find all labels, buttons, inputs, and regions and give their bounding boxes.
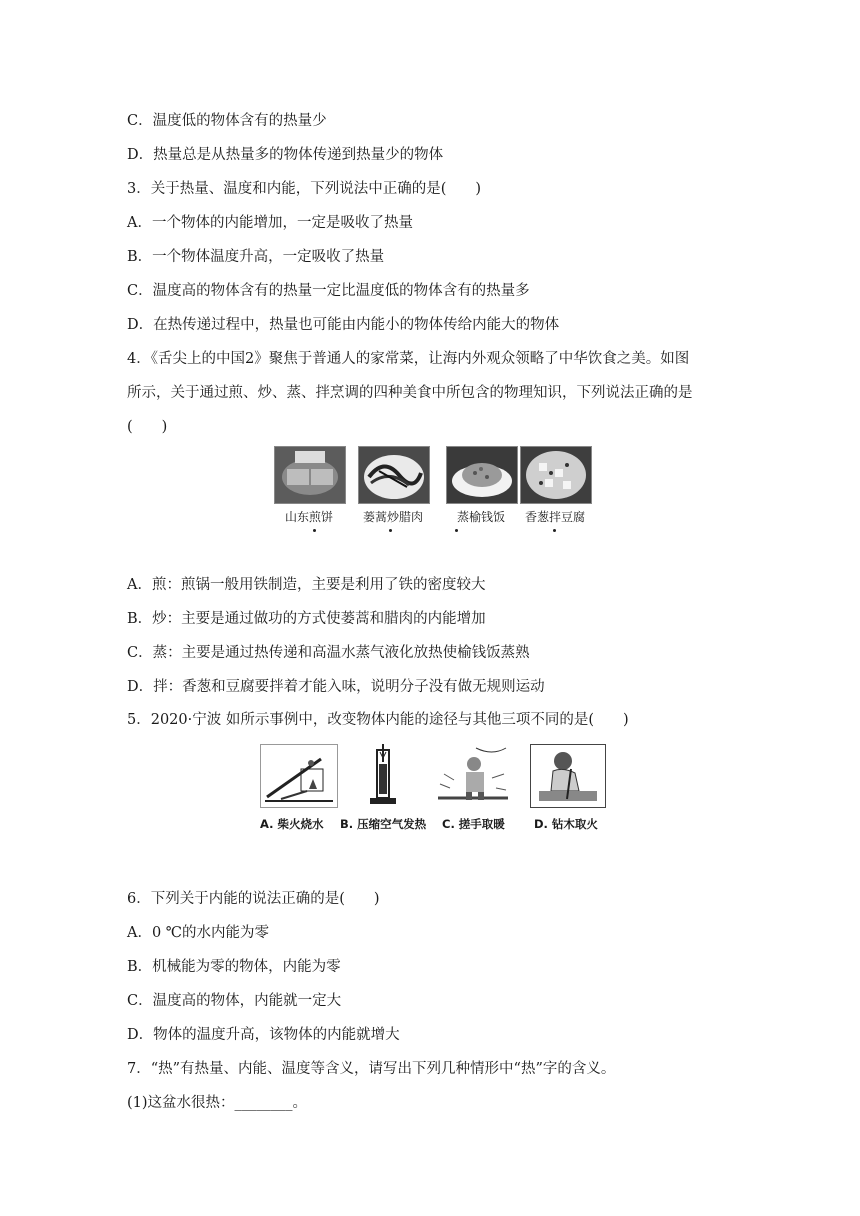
emphasis-dot-ban	[553, 529, 556, 532]
q5-caption-a: A. 柴火烧水	[260, 817, 324, 831]
food-photo-jianbing	[274, 446, 346, 504]
food-photo-yuqianfan	[446, 446, 518, 504]
q4-stem-line3: ( )	[127, 419, 168, 435]
q5-image-d	[530, 744, 606, 808]
q2-option-d: D．热量总是从热量多的物体传递到热量少的物体	[127, 147, 444, 163]
q4-option-b: B．炒：主要是通过做功的方式使蒌蒿和腊肉的内能增加	[127, 611, 486, 627]
q5-caption-b: B. 压缩空气发热	[340, 817, 427, 831]
q3-option-d: D．在热传递过程中，热量也可能由内能小的物体传给内能大的物体	[127, 317, 560, 333]
food-caption-3: 蒸榆钱饭	[456, 510, 505, 524]
q6-option-c: C．温度高的物体，内能就一定大	[127, 993, 342, 1009]
q5-stem: 5．2020·宁波 如所示事例中，改变物体内能的途径与其他三项不同的是( )	[127, 712, 629, 728]
q4-stem-line2: 所示，关于通过煎、炒、蒸、拌烹调的四种美食中所包含的物理知识，下列说法正确的是	[127, 385, 693, 401]
q3-option-b: B．一个物体温度升高，一定吸收了热量	[127, 249, 385, 265]
q4-option-d: D．拌：香葱和豆腐要拌着才能入味，说明分子没有做无规则运动	[127, 679, 545, 695]
q6-stem: 6．下列关于内能的说法正确的是( )	[127, 891, 380, 907]
q3-option-c: C．温度高的物体含有的热量一定比温度低的物体含有的热量多	[127, 283, 530, 299]
food-caption-1: 山东煎饼	[284, 510, 333, 524]
food-caption-4: 香葱拌豆腐	[524, 510, 585, 524]
q7-stem: 7．“热”有热量、内能、温度等含义，请写出下列几种情形中“热”字的含义。	[127, 1061, 616, 1077]
q7-sub1: (1)这盆水很热：________。	[127, 1095, 308, 1111]
q4-option-c: C．蒸：主要是通过热传递和高温水蒸气液化放热使榆钱饭蒸熟	[127, 645, 530, 661]
emphasis-dot-zheng	[455, 529, 458, 532]
food-caption-2: 蒌蒿炒腊肉	[362, 510, 423, 524]
emphasis-dot-chao	[389, 529, 392, 532]
food-photo-doufu	[520, 446, 592, 504]
q5-image-b	[358, 744, 408, 806]
q5-image-a	[260, 744, 338, 808]
q3-stem: 3．关于热量、温度和内能，下列说法中正确的是( )	[127, 181, 482, 197]
food-figure	[270, 446, 600, 536]
emphasis-dot-jian	[313, 529, 316, 532]
q2-option-c: C．温度低的物体含有的热量少	[127, 113, 327, 129]
q3-option-a: A．一个物体的内能增加，一定是吸收了热量	[127, 215, 413, 231]
q5-caption-c: C. 搓手取暖	[442, 817, 505, 831]
q5-figure	[258, 744, 608, 840]
q6-option-d: D．物体的温度升高，该物体的内能就增大	[127, 1027, 400, 1043]
food-photo-lourou	[358, 446, 430, 504]
q6-option-a: A．0 ℃的水内能为零	[127, 925, 270, 941]
q4-option-a: A．煎：煎锅一般用铁制造，主要是利用了铁的密度较大	[127, 577, 486, 593]
q5-caption-d: D. 钻木取火	[534, 817, 598, 831]
q4-stem-line1: 4．《舌尖上的中国2》聚焦于普通人的家常菜，让海内外观众领略了中华饮食之美。如图	[127, 351, 690, 367]
q6-option-b: B．机械能为零的物体，内能为零	[127, 959, 341, 975]
q5-image-c	[436, 744, 510, 806]
